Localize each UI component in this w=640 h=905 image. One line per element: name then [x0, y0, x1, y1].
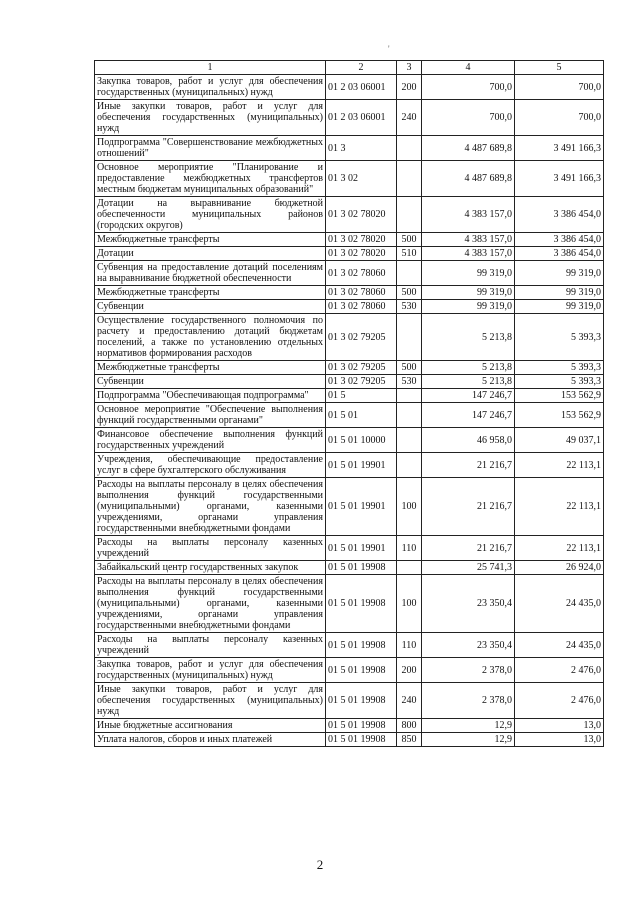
table-row [95, 453, 604, 478]
expense-type [397, 136, 422, 161]
target-code: 01 3 02 78020 [326, 247, 397, 261]
expense-type: 100 [397, 575, 422, 633]
table-row [95, 658, 604, 683]
column-number: 1 [95, 61, 326, 75]
budget-table [94, 60, 604, 747]
column-number: 3 [397, 61, 422, 75]
amount-year-2: 5 393,3 [515, 314, 604, 361]
budget-table-body [95, 61, 604, 747]
target-code: 01 5 01 19908 [326, 683, 397, 719]
target-code: 01 5 01 19901 [326, 478, 397, 536]
amount-year-1: 12,9 [422, 733, 515, 747]
table-row [95, 286, 604, 300]
expense-type [397, 389, 422, 403]
amount-year-1: 147 246,7 [422, 403, 515, 428]
table-row [95, 361, 604, 375]
amount-year-2: 24 435,0 [515, 633, 604, 658]
amount-year-1: 25 741,3 [422, 561, 515, 575]
expense-type: 500 [397, 233, 422, 247]
target-code: 01 3 02 78020 [326, 197, 397, 233]
amount-year-1: 21 216,7 [422, 536, 515, 561]
amount-year-1: 2 378,0 [422, 683, 515, 719]
target-code: 01 5 01 19908 [326, 658, 397, 683]
table-row [95, 247, 604, 261]
table-row [95, 261, 604, 286]
expense-type: 110 [397, 536, 422, 561]
amount-year-1: 21 216,7 [422, 453, 515, 478]
amount-year-1: 4 383 157,0 [422, 233, 515, 247]
row-name: Межбюджетные трансферты [95, 361, 326, 375]
table-row [95, 536, 604, 561]
column-number-row [95, 61, 604, 75]
target-code: 01 3 02 79205 [326, 375, 397, 389]
target-code: 01 3 02 78060 [326, 261, 397, 286]
amount-year-1: 99 319,0 [422, 261, 515, 286]
amount-year-2: 3 386 454,0 [515, 233, 604, 247]
row-name: Расходы на выплаты персоналу в целях обеспечения выполнения функций государственными (муниципальными) органами, казенными учреждениями, органами управления государственными внебюджетными фондами [95, 575, 326, 633]
table-row [95, 314, 604, 361]
target-code: 01 5 01 [326, 403, 397, 428]
target-code: 01 3 02 78060 [326, 286, 397, 300]
target-code: 01 5 01 19908 [326, 575, 397, 633]
expense-type: 530 [397, 300, 422, 314]
row-name: Иные закупки товаров, работ и услуг для обеспечения государственных (муниципальных) нужд [95, 100, 326, 136]
row-name: Финансовое обеспечение выполнения функций государственных учреждений [95, 428, 326, 453]
amount-year-1: 700,0 [422, 75, 515, 100]
table-row [95, 575, 604, 633]
row-name: Дотации на выравнивание бюджетной обеспеченности муниципальных районов (городских округов) [95, 197, 326, 233]
row-name: Подпрограмма "Обеспечивающая подпрограмма" [95, 389, 326, 403]
amount-year-2: 3 491 166,3 [515, 136, 604, 161]
row-name: Уплата налогов, сборов и иных платежей [95, 733, 326, 747]
table-row [95, 161, 604, 197]
row-name: Межбюджетные трансферты [95, 233, 326, 247]
target-code: 01 5 01 19901 [326, 536, 397, 561]
row-name: Закупка товаров, работ и услуг для обеспечения государственных (муниципальных) нужд [95, 75, 326, 100]
expense-type: 510 [397, 247, 422, 261]
row-name: Субвенции [95, 375, 326, 389]
amount-year-1: 99 319,0 [422, 300, 515, 314]
row-name: Расходы на выплаты персоналу в целях обеспечения выполнения функций государственными (муниципальными) органами, казенными учреждениями, органами управления государственными внебюджетными фондами [95, 478, 326, 536]
amount-year-2: 3 491 166,3 [515, 161, 604, 197]
amount-year-2: 5 393,3 [515, 375, 604, 389]
amount-year-2: 22 113,1 [515, 536, 604, 561]
table-row [95, 478, 604, 536]
row-name: Основное мероприятие "Планирование и предоставление межбюджетных трансфертов местным бюджетам муниципальных образований" [95, 161, 326, 197]
amount-year-2: 22 113,1 [515, 453, 604, 478]
table-row [95, 719, 604, 733]
target-code: 01 5 01 19901 [326, 453, 397, 478]
row-name: Субвенция на предоставление дотаций поселениям на выравнивание бюджетной обеспеченности [95, 261, 326, 286]
amount-year-1: 4 383 157,0 [422, 197, 515, 233]
amount-year-1: 2 378,0 [422, 658, 515, 683]
row-name: Межбюджетные трансферты [95, 286, 326, 300]
target-code: 01 5 01 19908 [326, 733, 397, 747]
amount-year-1: 21 216,7 [422, 478, 515, 536]
row-name: Субвенции [95, 300, 326, 314]
target-code: 01 5 01 19908 [326, 633, 397, 658]
amount-year-1: 12,9 [422, 719, 515, 733]
amount-year-2: 5 393,3 [515, 361, 604, 375]
table-row [95, 683, 604, 719]
table-row [95, 233, 604, 247]
target-code: 01 3 02 78020 [326, 233, 397, 247]
row-name: Иные закупки товаров, работ и услуг для обеспечения государственных (муниципальных) нужд [95, 683, 326, 719]
table-row [95, 403, 604, 428]
row-name: Осуществление государственного полномочия по расчету и предоставлению дотаций бюджетам поселений, а также по установлению отдельных нормативов формирования расходов [95, 314, 326, 361]
amount-year-2: 700,0 [515, 75, 604, 100]
table-row [95, 633, 604, 658]
target-code: 01 3 02 79205 [326, 314, 397, 361]
amount-year-1: 4 383 157,0 [422, 247, 515, 261]
expense-type: 240 [397, 683, 422, 719]
amount-year-2: 24 435,0 [515, 575, 604, 633]
expense-type: 500 [397, 286, 422, 300]
amount-year-2: 13,0 [515, 733, 604, 747]
amount-year-1: 5 213,8 [422, 361, 515, 375]
target-code: 01 5 01 10000 [326, 428, 397, 453]
amount-year-2: 99 319,0 [515, 300, 604, 314]
row-name: Подпрограмма "Совершенствование межбюджетных отношений" [95, 136, 326, 161]
amount-year-1: 46 958,0 [422, 428, 515, 453]
target-code: 01 5 01 19908 [326, 719, 397, 733]
amount-year-2: 2 476,0 [515, 658, 604, 683]
page-number: 2 [316, 857, 324, 872]
row-name: Иные бюджетные ассигнования [95, 719, 326, 733]
target-code: 01 3 [326, 136, 397, 161]
table-row [95, 75, 604, 100]
amount-year-2: 49 037,1 [515, 428, 604, 453]
amount-year-1: 99 319,0 [422, 286, 515, 300]
amount-year-1: 700,0 [422, 100, 515, 136]
expense-type [397, 453, 422, 478]
amount-year-1: 4 487 689,8 [422, 161, 515, 197]
column-number: 5 [515, 61, 604, 75]
table-row [95, 100, 604, 136]
row-name: Основное мероприятие "Обеспечение выполнения функций государственными органами" [95, 403, 326, 428]
scan-mark: ' [388, 44, 390, 54]
row-name: Расходы на выплаты персоналу казенных учреждений [95, 633, 326, 658]
expense-type [397, 261, 422, 286]
target-code: 01 2 03 06001 [326, 100, 397, 136]
table-row [95, 389, 604, 403]
column-number: 2 [326, 61, 397, 75]
target-code: 01 3 02 78060 [326, 300, 397, 314]
amount-year-2: 700,0 [515, 100, 604, 136]
amount-year-1: 5 213,8 [422, 314, 515, 361]
expense-type [397, 403, 422, 428]
table-row [95, 197, 604, 233]
row-name: Дотации [95, 247, 326, 261]
expense-type: 100 [397, 478, 422, 536]
target-code: 01 3 02 79205 [326, 361, 397, 375]
expense-type [397, 161, 422, 197]
table-row [95, 733, 604, 747]
table-row [95, 375, 604, 389]
amount-year-1: 23 350,4 [422, 633, 515, 658]
amount-year-2: 153 562,9 [515, 389, 604, 403]
expense-type: 240 [397, 100, 422, 136]
expense-type [397, 561, 422, 575]
amount-year-2: 3 386 454,0 [515, 197, 604, 233]
column-number: 4 [422, 61, 515, 75]
table-row [95, 428, 604, 453]
amount-year-2: 26 924,0 [515, 561, 604, 575]
row-name: Расходы на выплаты персоналу казенных учреждений [95, 536, 326, 561]
expense-type: 200 [397, 75, 422, 100]
expense-type: 850 [397, 733, 422, 747]
amount-year-1: 4 487 689,8 [422, 136, 515, 161]
table-row [95, 561, 604, 575]
amount-year-2: 2 476,0 [515, 683, 604, 719]
expense-type: 200 [397, 658, 422, 683]
target-code: 01 5 [326, 389, 397, 403]
amount-year-1: 147 246,7 [422, 389, 515, 403]
target-code: 01 3 02 [326, 161, 397, 197]
amount-year-2: 153 562,9 [515, 403, 604, 428]
amount-year-2: 99 319,0 [515, 286, 604, 300]
table-row [95, 300, 604, 314]
expense-type [397, 428, 422, 453]
expense-type: 110 [397, 633, 422, 658]
amount-year-1: 5 213,8 [422, 375, 515, 389]
expense-type [397, 314, 422, 361]
expense-type: 500 [397, 361, 422, 375]
amount-year-2: 99 319,0 [515, 261, 604, 286]
table-row [95, 136, 604, 161]
expense-type: 530 [397, 375, 422, 389]
row-name: Учреждения, обеспечивающие предоставление услуг в сфере бухгалтерского обслуживания [95, 453, 326, 478]
amount-year-2: 3 386 454,0 [515, 247, 604, 261]
expense-type [397, 197, 422, 233]
target-code: 01 5 01 19908 [326, 561, 397, 575]
amount-year-2: 13,0 [515, 719, 604, 733]
target-code: 01 2 03 06001 [326, 75, 397, 100]
expense-type: 800 [397, 719, 422, 733]
amount-year-1: 23 350,4 [422, 575, 515, 633]
row-name: Закупка товаров, работ и услуг для обеспечения государственных (муниципальных) нужд [95, 658, 326, 683]
amount-year-2: 22 113,1 [515, 478, 604, 536]
row-name: Забайкальский центр государственных закупок [95, 561, 326, 575]
